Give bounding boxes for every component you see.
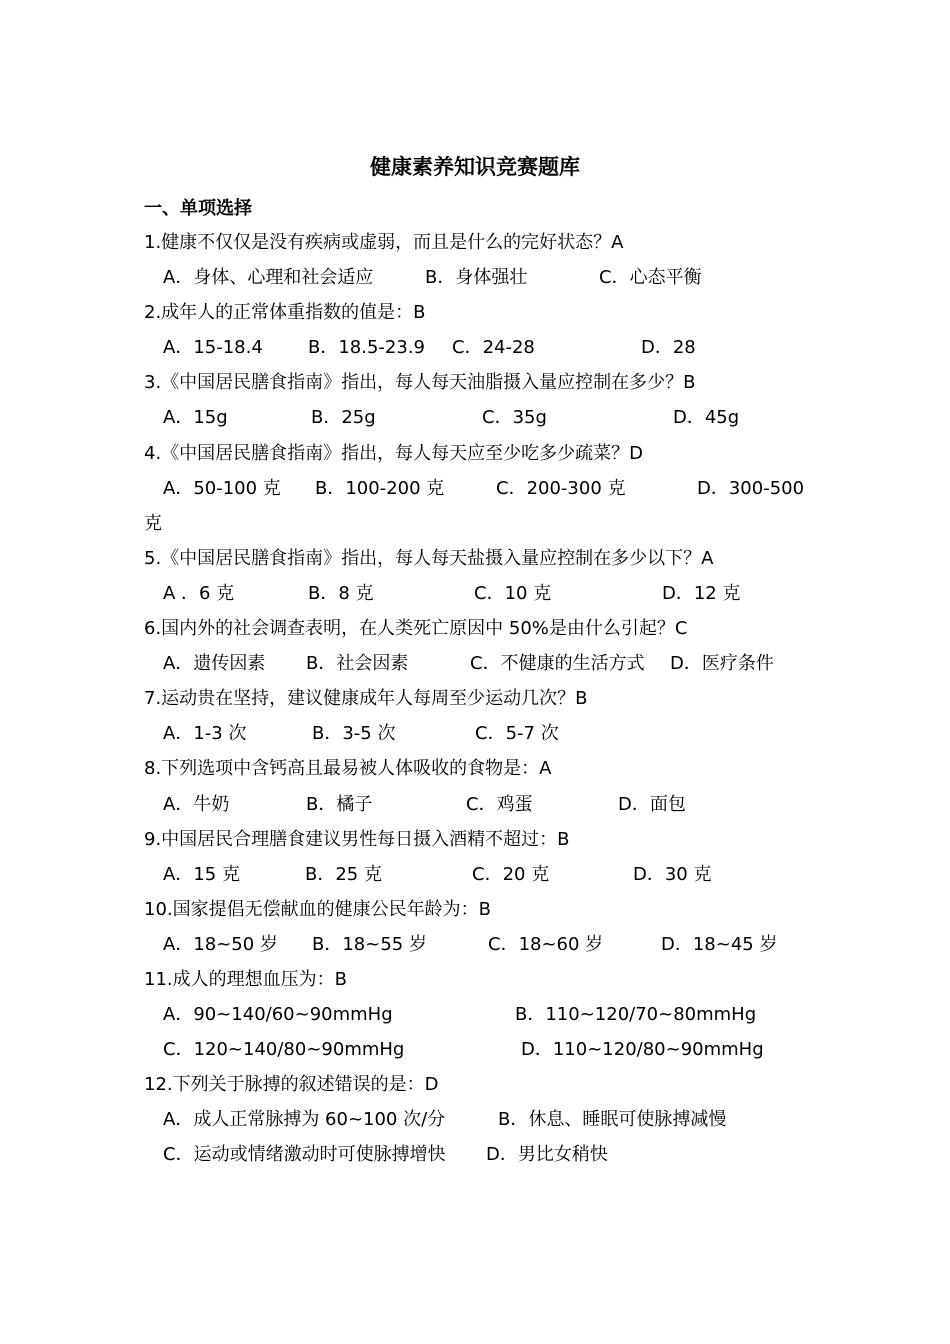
option-c: C．5-7 次 (475, 723, 559, 745)
option-a: A．牛奶 (163, 793, 230, 815)
option-b: B．休息、睡眠可使脉搏减慢 (498, 1109, 727, 1131)
document-title: 健康素养知识竞赛题库 (370, 155, 580, 179)
option-c: C．20 克 (472, 863, 550, 885)
option-c: C．不健康的生活方式 (470, 653, 645, 675)
question-8-options (144, 791, 824, 826)
option-a: A．15 克 (163, 863, 240, 885)
option-a: A．90~140/60~90mmHg (163, 1004, 393, 1026)
option-b: B．100-200 克 (315, 477, 445, 499)
question-7-options (144, 720, 824, 755)
question-3-options (144, 404, 824, 439)
question-12-options-1 (144, 1106, 824, 1141)
option-a: A．50-100 克 (163, 477, 281, 499)
option-a: A．1-3 次 (163, 723, 247, 745)
option-b: B．橘子 (306, 793, 373, 815)
question-8: 8.下列选项中含钙高且最易被人体吸收的食物是：A (144, 758, 552, 780)
option-a: A．15g (163, 407, 228, 429)
option-c: C．24-28 (452, 337, 535, 359)
question-4: 4.《中国居民膳食指南》指出，每人每天应至少吃多少疏菜？D (144, 442, 644, 464)
option-b: B．18.5-23.9 (308, 337, 425, 359)
option-d: D．面包 (618, 793, 686, 815)
question-11-options-2 (144, 1036, 824, 1071)
question-11: 11.成人的理想血压为：B (144, 968, 347, 990)
option-c: C．10 克 (474, 582, 552, 604)
option-d: D．30 克 (633, 863, 712, 885)
option-a: A．15-18.4 (163, 337, 263, 359)
option-c: C．120~140/80~90mmHg (163, 1039, 405, 1061)
option-d: D．45g (673, 407, 740, 429)
question-12: 12.下列关于脉搏的叙述错误的是：D (144, 1074, 439, 1096)
option-b: B．8 克 (308, 582, 374, 604)
question-5: 5.《中国居民膳食指南》指出，每人每天盐摄入量应控制在多少以下？A (144, 547, 714, 569)
option-d: D．12 克 (662, 582, 741, 604)
option-d: D．110~120/80~90mmHg (521, 1039, 764, 1061)
section-heading: 一、单项选择 (144, 198, 252, 219)
question-12-options-2 (144, 1141, 824, 1176)
option-c: C．心态平衡 (599, 267, 702, 289)
option-a: A．遗传因素 (163, 653, 266, 675)
option-d: D．28 (641, 337, 696, 359)
option-b: B．110~120/70~80mmHg (515, 1004, 757, 1026)
option-b: B．社会因素 (306, 653, 409, 675)
question-6-options (144, 650, 824, 685)
question-7: 7.运动贵在坚持，建议健康成年人每周至少运动几次？B (144, 688, 588, 710)
question-4-options (144, 475, 824, 510)
option-a: A．18~50 岁 (163, 933, 278, 955)
question-9-options (144, 861, 824, 896)
option-b: B．3-5 次 (312, 723, 396, 745)
question-2-options (144, 334, 824, 369)
question-5-options (144, 580, 824, 615)
question-10-options (144, 931, 824, 966)
option-d: D．300-500 (697, 477, 805, 499)
option-d: D．医疗条件 (670, 653, 774, 675)
option-d: D．18~45 岁 (661, 933, 778, 955)
option-b: B．身体强壮 (425, 267, 528, 289)
question-11-options-1 (144, 1001, 824, 1036)
option-c: C．鸡蛋 (466, 793, 533, 815)
question-1-options (144, 264, 824, 299)
option-c: C．35g (482, 407, 547, 429)
option-d: D．男比女稍快 (486, 1144, 608, 1166)
option-a: A ．6 克 (163, 582, 235, 604)
option-b: B．18~55 岁 (312, 933, 427, 955)
question-9: 9.中国居民合理膳食建议男性每日摄入酒精不超过：B (144, 828, 570, 850)
option-b: B．25 克 (305, 863, 382, 885)
question-2: 2.成年人的正常体重指数的值是：B (144, 302, 426, 324)
question-3: 3.《中国居民膳食指南》指出，每人每天油脂摄入量应控制在多少？B (144, 372, 696, 394)
option-a: A．身体、心理和社会适应 (163, 267, 374, 289)
option-c: C．200-300 克 (496, 477, 626, 499)
option-c: C．运动或情绪激动时可使脉搏增快 (163, 1144, 446, 1166)
option-b: B．25g (311, 407, 376, 429)
option-c: C．18~60 岁 (488, 933, 604, 955)
question-list (144, 229, 824, 1177)
question-10: 10.国家提倡无偿献血的健康公民年龄为：B (144, 898, 491, 920)
question-4-wrap: 克 (144, 512, 162, 534)
option-a: A．成人正常脉搏为 60~100 次/分 (163, 1109, 446, 1131)
question-6: 6.国内外的社会调查表明，在人类死亡原因中 50%是由什么引起？C (144, 618, 688, 640)
question-1: 1.健康不仅仅是没有疾病或虚弱，而且是什么的完好状态？A (144, 232, 624, 253)
